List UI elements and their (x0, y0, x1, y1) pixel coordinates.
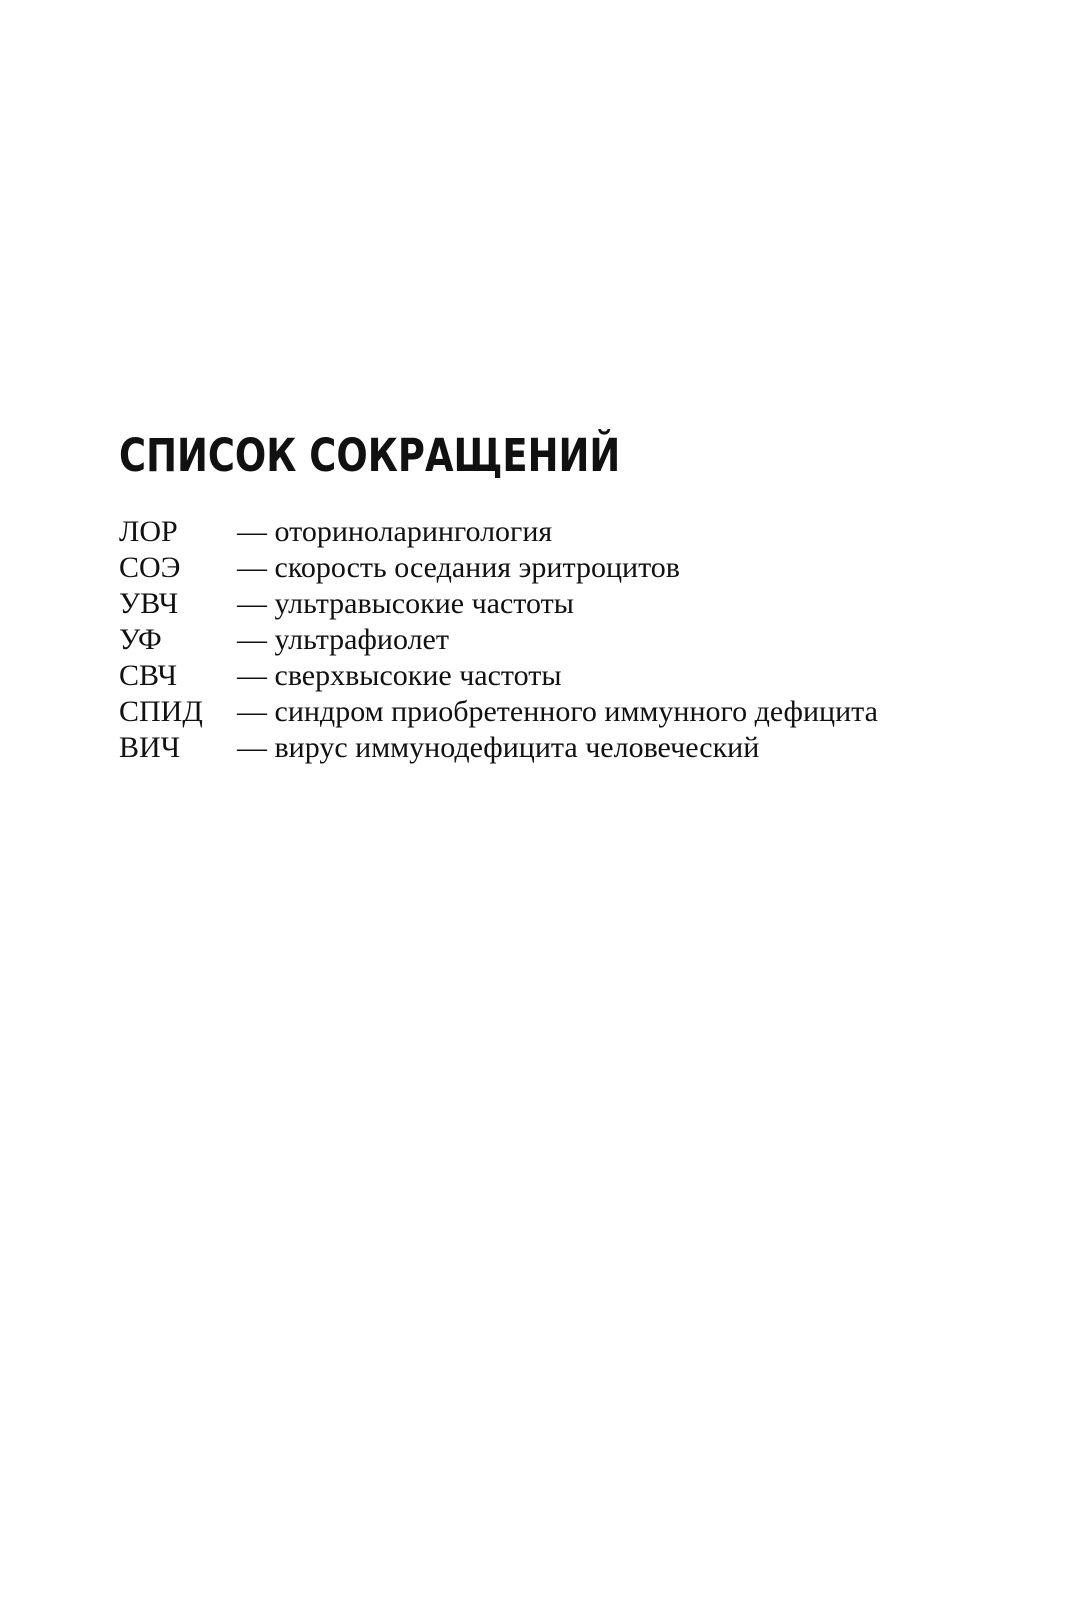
abbreviation-row-uvch (119, 586, 878, 622)
abbreviation-definition: — оториноларингология (237, 515, 553, 548)
abbreviation-definition: — вирус иммунодефицита человеческий (237, 731, 760, 764)
page-title: СПИСОК СОКРАЩЕНИЙ (119, 429, 621, 482)
abbreviation-definition: — скорость оседания эритроцитов (237, 551, 680, 584)
abbreviation-code: УВЧ (119, 587, 179, 620)
abbreviation-definition: — синдром приобретенного иммунного дефицита (237, 695, 878, 728)
abbreviation-definition: — ультрафиолет (237, 623, 449, 656)
abbreviation-code: СПИД (119, 695, 203, 728)
abbreviation-row-vich (119, 730, 878, 766)
abbreviation-row-uf (119, 622, 878, 658)
abbreviation-row-svch (119, 658, 878, 694)
abbreviation-code: УФ (119, 623, 162, 656)
abbreviation-row-lor (119, 514, 878, 550)
abbreviation-definition: — сверхвысокие частоты (237, 659, 562, 692)
abbreviation-row-spid (119, 694, 878, 730)
abbreviation-list (119, 514, 878, 766)
abbreviation-row-soe (119, 550, 878, 586)
abbreviation-code: ВИЧ (119, 731, 181, 764)
abbreviation-code: ЛОР (119, 515, 178, 548)
abbreviation-code: СОЭ (119, 551, 181, 584)
abbreviation-definition: — ультравысокие частоты (237, 587, 574, 620)
abbreviation-code: СВЧ (119, 659, 178, 692)
